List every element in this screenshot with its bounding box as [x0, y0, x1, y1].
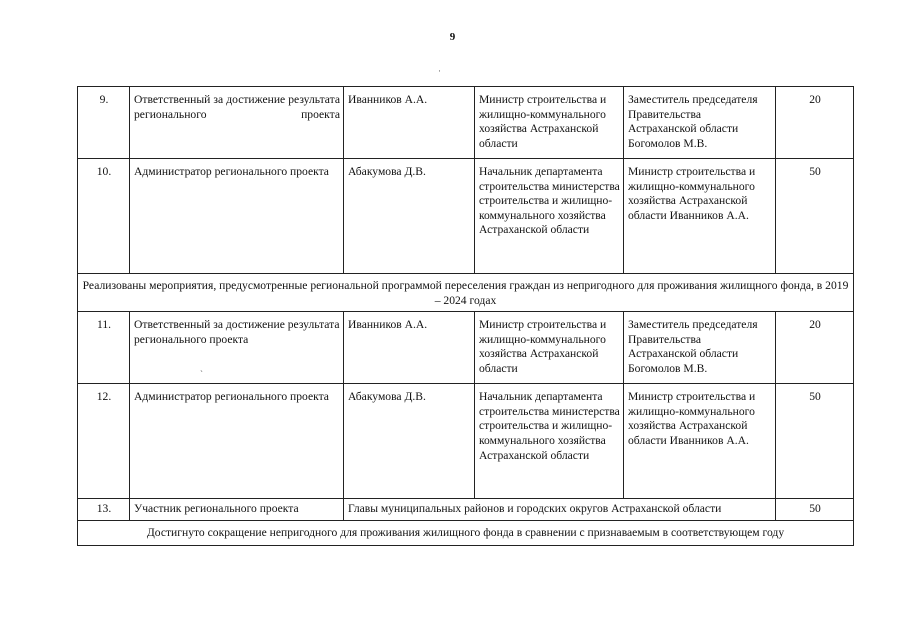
person-cell: Абакумова Д.В.: [344, 159, 475, 274]
supervisor-cell: Заместитель председателя Правительства Астраханской области Богомолов М.В.: [624, 87, 776, 159]
percent-cell: 50: [776, 159, 854, 274]
person-cell: Иванников А.А.: [344, 312, 475, 384]
table-row: [78, 87, 854, 159]
percent-cell: 20: [776, 87, 854, 159]
table-row: [78, 159, 854, 274]
role-cell: Участник регионального проекта: [130, 499, 344, 521]
scan-speck: ·: [438, 66, 441, 76]
table-row: [78, 312, 854, 384]
section-heading-row: [78, 274, 854, 312]
section-heading-row: [78, 520, 854, 546]
role-cell: Ответственный за достижение результата регионального проекта: [130, 87, 344, 159]
row-number: 10.: [78, 159, 130, 274]
section-heading: Реализованы мероприятия, предусмотренные региональной программой переселения граждан из непригодного для проживания жилищного фонда, в 2019 – 2024 годах: [78, 274, 854, 312]
percent-cell: 50: [776, 499, 854, 521]
table-row: [78, 499, 854, 521]
position-cell: Начальник департамента строительства министерства строительства и жилищно-коммунального хозяйства Астраханской области: [475, 159, 624, 274]
percent-cell: 50: [776, 384, 854, 499]
supervisor-cell: Министр строительства и жилищно-коммунального хозяйства Астраханской области Иванников А.А.: [624, 159, 776, 274]
page-number: 9: [449, 31, 456, 43]
responsibility-table: [77, 86, 854, 546]
position-cell: Министр строительства и жилищно-коммунального хозяйства Астраханской области: [475, 312, 624, 384]
table-row: [78, 384, 854, 499]
supervisor-cell: Заместитель председателя Правительства Астраханской области Богомолов М.В.: [624, 312, 776, 384]
participants-cell: Главы муниципальных районов и городских округов Астраханской области: [344, 499, 776, 521]
role-cell: Администратор регионального проекта: [130, 159, 344, 274]
row-number: 11.: [78, 312, 130, 384]
row-number: 13.: [78, 499, 130, 521]
percent-cell: 20: [776, 312, 854, 384]
scan-speck: ˏ: [200, 362, 203, 372]
role-cell: Администратор регионального проекта: [130, 384, 344, 499]
final-heading: Достигнуто сокращение непригодного для проживания жилищного фонда в сравнении с признаваемым в соответствующем году: [78, 520, 854, 546]
person-cell: Иванников А.А.: [344, 87, 475, 159]
row-number: 9.: [78, 87, 130, 159]
position-cell: Начальник департамента строительства министерства строительства и жилищно-коммунального хозяйства Астраханской области: [475, 384, 624, 499]
position-cell: Министр строительства и жилищно-коммунального хозяйства Астраханской области: [475, 87, 624, 159]
supervisor-cell: Министр строительства и жилищно-коммунального хозяйства Астраханской области Иванников А.А.: [624, 384, 776, 499]
row-number: 12.: [78, 384, 130, 499]
person-cell: Абакумова Д.В.: [344, 384, 475, 499]
role-cell: Ответственный за достижение результата регионального проекта: [130, 312, 344, 384]
